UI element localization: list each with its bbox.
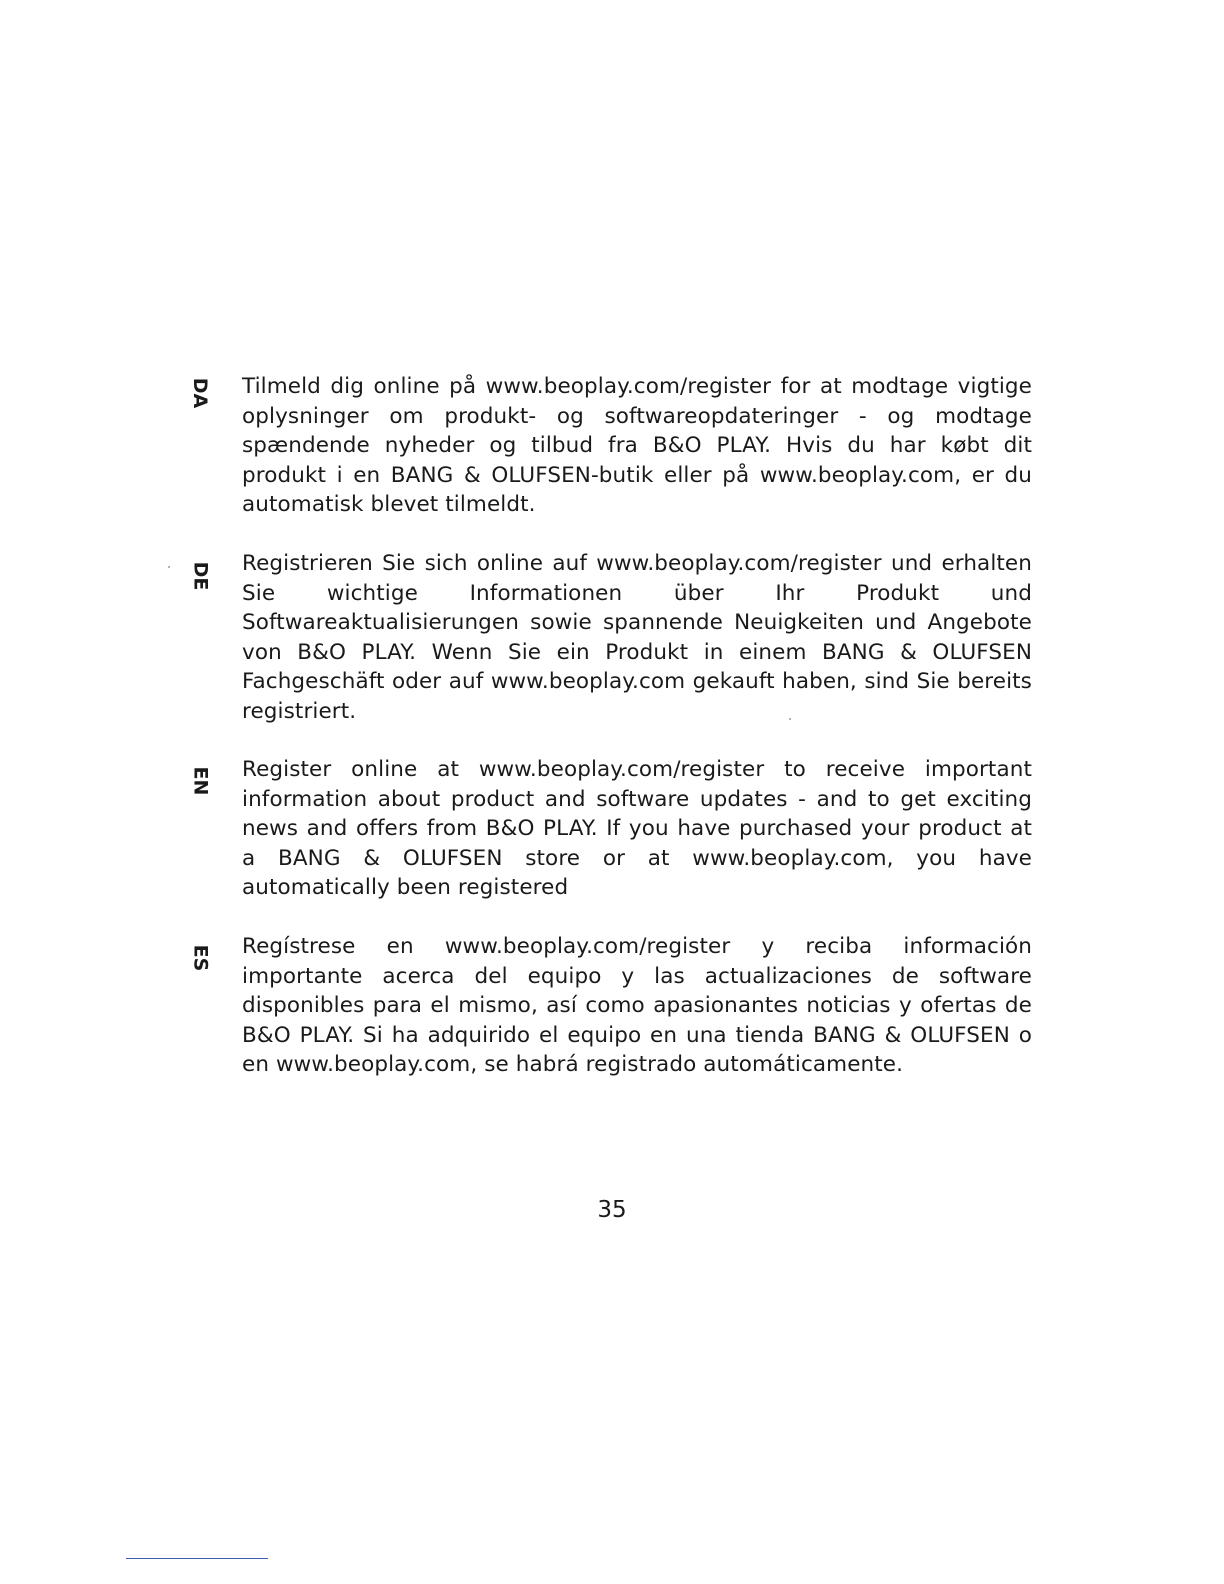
page-number: 35 bbox=[597, 1197, 627, 1223]
paragraph-da: Tilmeld dig online på www.beoplay.com/register for at modtage vigtige oplysninger om produkt- og softwareopdateringer - og modtage spændende nyheder og tilbud fra B&O PLAY. Hvis du har købt dit produkt i en BANG & OLUFSEN-butik eller på www.beoplay.com, er du automatisk blevet tilmeldt. bbox=[242, 374, 1032, 517]
scan-speck bbox=[168, 566, 170, 568]
language-tag-da: DA bbox=[189, 377, 212, 409]
paragraph-es: Regístrese en www.beoplay.com/register y reciba información importante acerca del equipo y las actualizaciones de software disponibles para el mismo, así como apasionantes noticias y ofertas de B&O PLAY. Si ha adquirido el equipo en una tienda BANG & OLUFSEN o en www.beoplay.com, se habrá registrado automáticamente. bbox=[242, 934, 1032, 1077]
scan-speck bbox=[789, 718, 791, 720]
language-tag-en: EN bbox=[189, 766, 212, 796]
footnote-rule bbox=[126, 1558, 268, 1559]
language-tag-de: DE bbox=[189, 561, 212, 591]
language-tag-es: ES bbox=[189, 944, 212, 972]
paragraph-de: Registrieren Sie sich online auf www.beoplay.com/register und erhalten Sie wichtige Informationen über Ihr Produkt und Softwareaktualisierungen sowie spannende Neuigkeiten und Angebote von B&O PLAY. Wenn Sie ein Produkt in einem BANG & OLUFSEN Fachgeschäft oder auf www.beoplay.com gekauft haben, sind Sie bereits registriert. bbox=[242, 551, 1032, 724]
paragraph-en: Register online at www.beoplay.com/register to receive important information about product and software updates - and to get exciting news and offers from B&O PLAY. If you have purchased your product at a BANG & OLUFSEN store or at www.beoplay.com, you have automatically been registered bbox=[242, 757, 1032, 900]
